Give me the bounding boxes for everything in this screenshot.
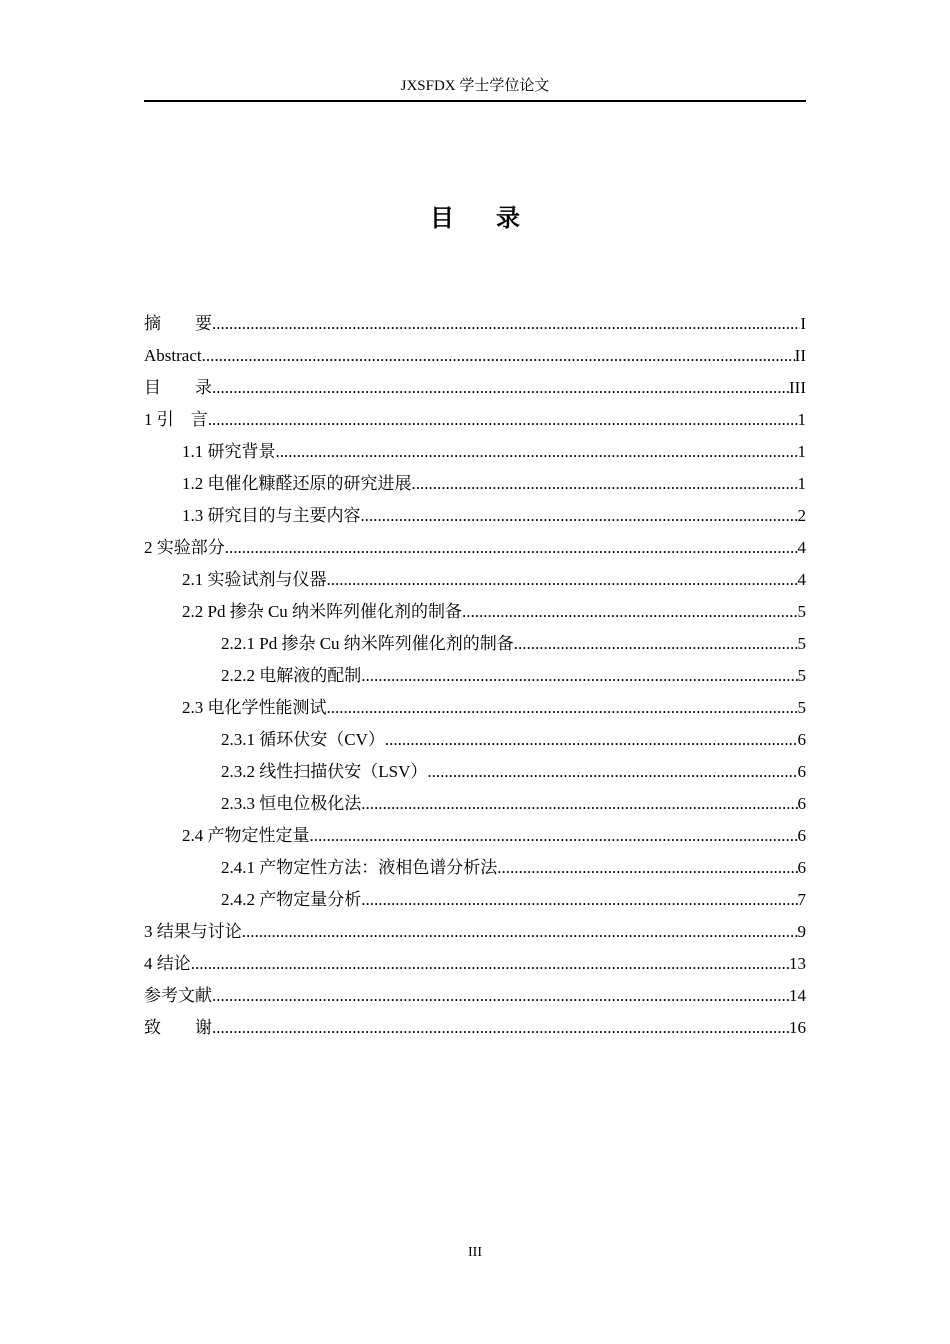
toc-entry-page: 1 [797,410,806,429]
toc-entry-label: 2.4.2 产物定量分析 [221,890,362,909]
toc-entry[interactable] [144,980,806,1012]
toc-entry[interactable] [144,532,806,564]
toc-entry[interactable] [144,852,806,884]
toc-entry-page: 2 [797,506,806,525]
toc-leader-dots [212,1012,789,1044]
toc-entry-page: 5 [797,698,806,717]
toc-entry[interactable] [144,660,806,692]
toc-entry[interactable] [144,628,806,660]
toc-entry-label: 参考文献 [144,986,212,1005]
toc-entry-page: 6 [797,794,806,813]
table-of-contents [144,308,806,1044]
toc-entry-label: 2.3.1 循环伏安（CV） [221,730,385,749]
toc-entry[interactable] [144,436,806,468]
toc-entry-label: 4 结论 [144,954,191,973]
toc-entry-page: 6 [797,730,806,749]
toc-entry[interactable] [144,596,806,628]
toc-title-char-1: 目 [430,204,454,232]
toc-entry[interactable] [144,500,806,532]
toc-entry-page: 13 [789,954,806,973]
toc-entry-label: 2.4 产物定性定量 [182,826,310,845]
toc-entry-label: Abstract [144,346,202,365]
toc-entry-label: 3 结果与讨论 [144,922,242,941]
toc-title [0,200,950,236]
toc-entry-label: 1.1 研究背景 [182,442,276,461]
toc-entry-page: 14 [789,986,806,1005]
toc-entry-label: 1.3 研究目的与主要内容 [182,506,361,525]
toc-leader-dots [327,692,798,724]
toc-entry[interactable] [144,948,806,980]
toc-entry-label: 2.3.3 恒电位极化法 [221,794,362,813]
toc-entry-label: 2.2 Pd 掺杂 Cu 纳米阵列催化剂的制备 [182,602,463,621]
toc-entry-page: 1 [797,442,806,461]
toc-entry[interactable] [144,884,806,916]
toc-entry-page: 4 [797,570,806,589]
toc-leader-dots [212,980,789,1012]
toc-entry[interactable] [144,340,806,372]
toc-entry-page: I [800,314,806,333]
toc-entry-label: 目 录 [144,378,212,397]
toc-entry-label: 2.3.2 线性扫描伏安（LSV） [221,762,428,781]
toc-entry-page: 6 [797,826,806,845]
header-rule [144,100,806,102]
page-header: JXSFDX 学士学位论文 [400,78,550,94]
toc-leader-dots [412,468,798,500]
toc-leader-dots [276,436,798,468]
toc-entry[interactable] [144,692,806,724]
toc-entry-page: 6 [797,858,806,877]
toc-entry[interactable] [144,372,806,404]
toc-leader-dots [212,372,789,404]
toc-entry-page: 5 [797,634,806,653]
toc-leader-dots [514,628,798,660]
toc-entry[interactable] [144,308,806,340]
toc-entry-label: 2.2.2 电解液的配制 [221,666,362,685]
toc-entry-label: 摘 要 [144,314,212,333]
toc-entry-page: 4 [797,538,806,557]
toc-leader-dots [361,500,798,532]
toc-entry[interactable] [144,1012,806,1044]
toc-leader-dots [191,948,789,980]
toc-entry-page: 16 [789,1018,806,1037]
toc-entry[interactable] [144,468,806,500]
toc-entry-label: 1 引 言 [144,410,208,429]
toc-entry[interactable] [144,724,806,756]
toc-entry-page: 6 [797,762,806,781]
toc-entry-label: 致 谢 [144,1018,212,1037]
toc-leader-dots [427,756,797,788]
toc-entry-label: 2 实验部分 [144,538,225,557]
toc-entry-page: 7 [797,890,806,909]
toc-entry[interactable] [144,404,806,436]
toc-entry-page: III [789,378,806,397]
toc-leader-dots [225,532,798,564]
toc-leader-dots [462,596,797,628]
toc-leader-dots [242,916,798,948]
toc-entry-page: II [794,346,806,365]
toc-entry-label: 2.1 实验试剂与仪器 [182,570,327,589]
toc-leader-dots [497,852,797,884]
toc-leader-dots [361,788,797,820]
toc-title-char-2: 录 [496,204,520,232]
toc-entry[interactable] [144,788,806,820]
toc-leader-dots [202,340,795,372]
toc-entry[interactable] [144,820,806,852]
toc-entry-label: 2.2.1 Pd 掺杂 Cu 纳米阵列催化剂的制备 [221,634,514,653]
toc-entry[interactable] [144,564,806,596]
toc-leader-dots [327,564,798,596]
toc-leader-dots [361,884,797,916]
toc-entry-label: 1.2 电催化糠醛还原的研究进展 [182,474,412,493]
toc-entry-page: 9 [797,922,806,941]
toc-entry-label: 2.4.1 产物定性方法：液相色谱分析法 [221,858,498,877]
toc-leader-dots [212,308,800,340]
toc-leader-dots [385,724,798,756]
page-number: III [468,1245,482,1260]
toc-entry-page: 1 [797,474,806,493]
toc-entry-page: 5 [797,666,806,685]
toc-entry-page: 5 [797,602,806,621]
toc-entry-label: 2.3 电化学性能测试 [182,698,327,717]
toc-entry[interactable] [144,916,806,948]
toc-leader-dots [208,404,798,436]
toc-leader-dots [310,820,798,852]
toc-entry[interactable] [144,756,806,788]
toc-leader-dots [361,660,797,692]
